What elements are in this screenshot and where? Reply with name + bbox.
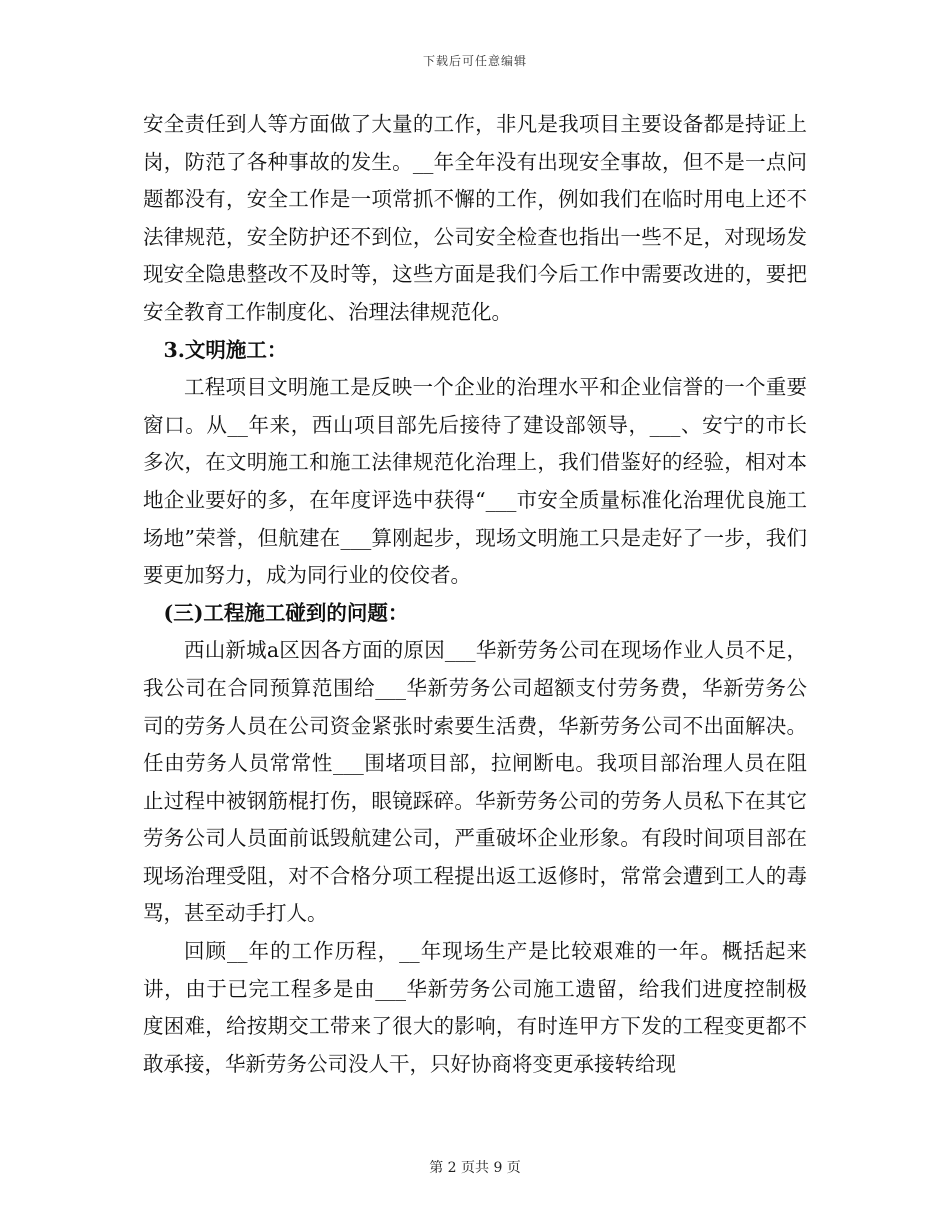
paragraph-year-review: 回顾__年的工作历程，__年现场生产是比较艰难的一年。概括起来讲，由于已完工程多是由___华新劳务公司施工遗留，给我们进度控制极度困难，给按期交工带来了很大的影响，有时连甲方下发的工程变更都不敢承接，华新劳务公司没人干，只好协商将变更承接转给现 bbox=[143, 939, 807, 1076]
page-number: 第 2 页共 9 页 bbox=[429, 1160, 521, 1176]
paragraph-civilized-construction: 工程项目文明施工是反映一个企业的治理水平和企业信誉的一个重要窗口。从__年来，西山项目部先后接待了建设部领导，___、安宁的市长多次，在文明施工和施工法律规范化治理上，我们借鉴好的经验，相对本地企业要好的多，在年度评选中获得“___市安全质量标准化治理优良施工场地”荣誉，但航建在___算刚起步，现场文明施工只是走好了一步，我们要更加努力，成为同行业的佼佼者。 bbox=[143, 375, 807, 588]
paragraph-safety-continued: 安全责任到人等方面做了大量的工作，非凡是我项目主要设备都是持证上岗，防范了各种事故的发生。__年全年没有出现安全事故，但不是一点问题都没有，安全工作是一项常抓不懈的工作，例如我们在临时用电上还不法律规范，安全防护还不到位，公司安全检查也指出一些不足，对现场发现安全隐患整改不及时等，这些方面是我们今后工作中需要改进的，要把安全教育工作制度化、治理法律规范化。 bbox=[143, 112, 807, 324]
heading-construction-problems: (三)工程施工碰到的问题： bbox=[163, 600, 409, 625]
paragraph-labor-problems: 西山新城a区因各方面的原因___华新劳务公司在现场作业人员不足，我公司在合同预算范围给___华新劳务公司超额支付劳务费，华新劳务公司的劳务人员在公司资金紧张时索要生活费，华新劳务公司不出面解决。任由劳务人员常常性___围堵项目部，拉闸断电。我项目部治理人员在阻止过程中被钢筋棍打伤，眼镜踩碎。华新劳务公司的劳务人员私下在其它劳务公司人员面前诋毁航建公司，严重破坏企业形象。有段时间项目部在现场治理受阻，对不合格分项工程提出返工返修时，常常会遭到工人的毒骂，甚至动手打人。 bbox=[143, 638, 807, 926]
document-body bbox=[143, 106, 807, 1083]
page-header: 下载后可任意编辑 bbox=[422, 54, 527, 68]
heading-civilized-construction: 3.文明施工： bbox=[163, 337, 288, 362]
